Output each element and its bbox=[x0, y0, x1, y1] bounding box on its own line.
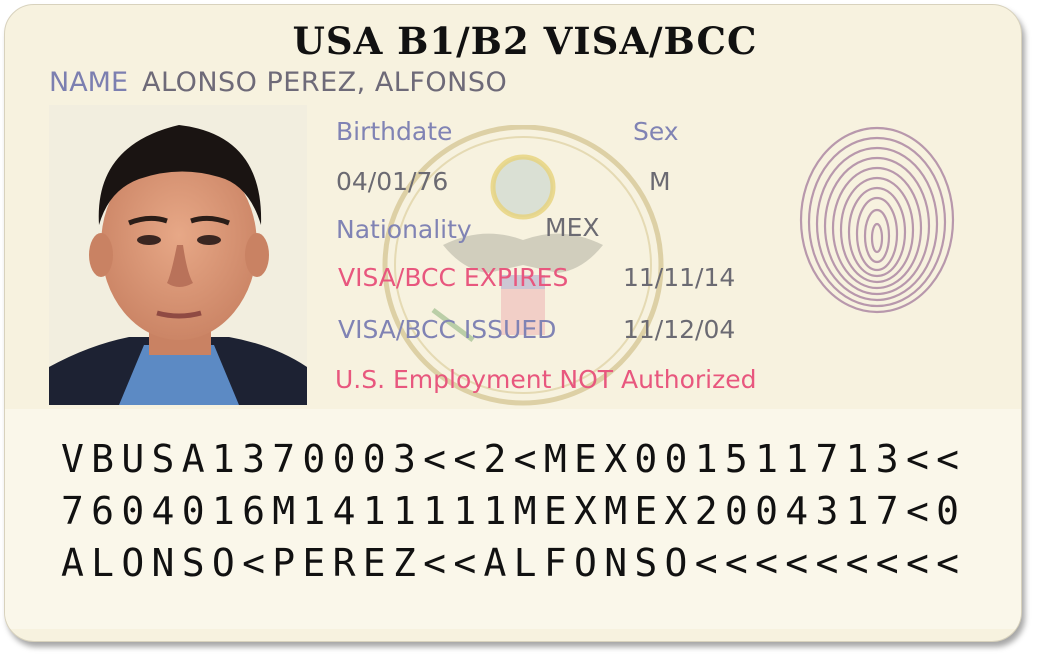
birthdate-label: Birthdate bbox=[336, 117, 453, 146]
name-value: ALONSO PEREZ, ALFONSO bbox=[142, 67, 508, 98]
mrz-line-2: 7604016M1411111MEXMEX2004317<0 bbox=[61, 489, 967, 533]
fingerprint-icon bbox=[795, 120, 960, 324]
mrz-line-1: VBUSA1370003<<2<MEX001511713<< bbox=[61, 437, 967, 481]
birthdate-value: 04/01/76 bbox=[336, 167, 449, 196]
expires-label: VISA/BCC EXPIRES bbox=[338, 263, 569, 292]
nationality-label: Nationality bbox=[336, 215, 472, 244]
issued-value: 11/12/04 bbox=[623, 315, 736, 344]
name-label: NAME bbox=[49, 67, 129, 98]
card-title: USA B1/B2 VISA/BCC bbox=[292, 19, 758, 63]
issued-label: VISA/BCC ISSUED bbox=[338, 315, 557, 344]
name-row bbox=[49, 67, 507, 98]
sex-label: Sex bbox=[633, 117, 679, 146]
nationality-value: MEX bbox=[545, 213, 600, 242]
expires-value: 11/11/14 bbox=[623, 263, 736, 292]
sex-value: M bbox=[649, 167, 671, 196]
employment-notice: U.S. Employment NOT Authorized bbox=[335, 365, 757, 394]
mrz-line-3: ALONSO<PEREZ<<ALFONSO<<<<<<<<< bbox=[61, 541, 967, 585]
mrz-zone bbox=[5, 409, 1022, 629]
holder-photo bbox=[49, 105, 307, 405]
visa-card bbox=[4, 4, 1022, 642]
